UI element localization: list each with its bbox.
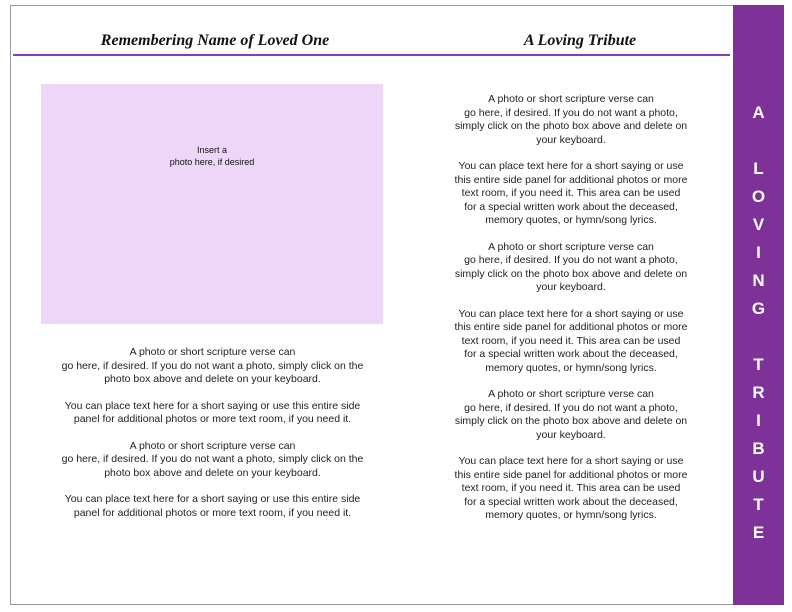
text-line: A photo or short scripture verse can	[488, 388, 654, 400]
text-paragraph	[440, 93, 702, 147]
text-line: You can place text here for a short saying or use this entire side	[64, 493, 361, 505]
photo-placeholder-line: Insert a	[196, 145, 227, 155]
left-panel-title[interactable]: Remembering Name of Loved One	[100, 32, 330, 49]
text-line: go here, if desired. If you do not want a photo, simply click on the	[61, 359, 364, 372]
text-line: panel for additional photos or more text room, if you need it.	[73, 506, 352, 519]
text-paragraph	[440, 308, 702, 376]
tribute-sidebar	[733, 5, 784, 605]
sidebar-letter: G	[751, 299, 766, 318]
sidebar-letter: E	[752, 523, 765, 542]
text-paragraph	[440, 241, 702, 295]
text-line: You can place text here for a short saying or use	[458, 160, 684, 172]
text-line: A photo or short scripture verse can	[129, 346, 296, 358]
text-line: You can place text here for a short saying or use	[458, 307, 684, 320]
text-line: go here, if desired. If you do not want a photo,	[464, 401, 678, 414]
text-line: for a special written work about the deceased,	[464, 200, 678, 213]
sidebar-letter: I	[756, 411, 761, 430]
text-line: photo box above and delete on your keyboard.	[104, 373, 321, 385]
text-line: this entire side panel for additional photos or more	[454, 173, 688, 186]
text-line: You can place text here for a short saying or use this entire side	[64, 399, 361, 412]
text-line: for a special written work about the deceased,	[464, 348, 678, 360]
text-line: simply click on the photo box above and delete on	[454, 267, 688, 280]
sidebar-letter: N	[752, 271, 765, 290]
text-line: your keyboard.	[536, 133, 606, 146]
text-paragraph	[40, 346, 385, 387]
text-paragraph	[40, 400, 385, 427]
text-line: simply click on the photo box above and delete on	[454, 415, 688, 427]
text-line: go here, if desired. If you do not want a photo,	[464, 254, 678, 266]
sidebar-letter: V	[752, 215, 765, 234]
text-line: your keyboard.	[536, 281, 606, 293]
text-line: text room, if you need it. This area can be used	[461, 334, 681, 347]
right-text-column[interactable]	[440, 93, 702, 536]
sidebar-vertical-text	[733, 99, 784, 547]
sidebar-letter: I	[756, 243, 761, 262]
text-line: A photo or short scripture verse can	[129, 439, 296, 452]
sidebar-letter: R	[752, 383, 765, 402]
text-line: memory quotes, or hymn/song lyrics.	[485, 361, 657, 374]
text-line: panel for additional photos or more text room, if you need it.	[73, 413, 352, 425]
text-line: for a special written work about the deceased,	[464, 495, 678, 508]
sidebar-letter: T	[753, 355, 764, 374]
sidebar-letter: U	[752, 467, 765, 486]
photo-placeholder-box[interactable]	[41, 84, 383, 324]
photo-placeholder-text	[41, 144, 383, 168]
text-line: simply click on the photo box above and delete on	[454, 120, 688, 132]
text-line: A photo or short scripture verse can	[488, 93, 654, 105]
sidebar-letter: B	[752, 439, 765, 458]
right-panel-title[interactable]: A Loving Tribute	[523, 32, 637, 49]
text-line: this entire side panel for additional photos or more	[454, 321, 688, 333]
text-line: this entire side panel for additional photos or more	[454, 468, 688, 481]
photo-placeholder-line: photo here, if desired	[169, 157, 255, 167]
sidebar-letter: A	[752, 103, 765, 122]
sidebar-letter	[733, 127, 784, 155]
text-paragraph	[40, 440, 385, 481]
text-line: photo box above and delete on your keyboard.	[104, 466, 321, 479]
text-paragraph	[440, 455, 702, 523]
header-divider	[13, 54, 730, 56]
text-paragraph	[40, 493, 385, 520]
text-line: text room, if you need it. This area can be used	[461, 482, 681, 494]
text-line: your keyboard.	[536, 428, 606, 441]
sidebar-letter: L	[753, 159, 764, 178]
text-line: You can place text here for a short saying or use	[458, 455, 684, 467]
text-paragraph	[440, 160, 702, 228]
left-text-column[interactable]	[40, 346, 385, 533]
text-line: go here, if desired. If you do not want a photo,	[464, 106, 678, 119]
text-paragraph	[440, 388, 702, 442]
sidebar-letter	[733, 323, 784, 351]
text-line: memory quotes, or hymn/song lyrics.	[485, 214, 657, 226]
text-line: go here, if desired. If you do not want a photo, simply click on the	[61, 453, 364, 465]
text-line: memory quotes, or hymn/song lyrics.	[485, 509, 657, 521]
sidebar-letter: O	[751, 187, 766, 206]
text-line: text room, if you need it. This area can be used	[461, 187, 681, 199]
sidebar-letter: T	[753, 495, 764, 514]
text-line: A photo or short scripture verse can	[488, 240, 654, 253]
